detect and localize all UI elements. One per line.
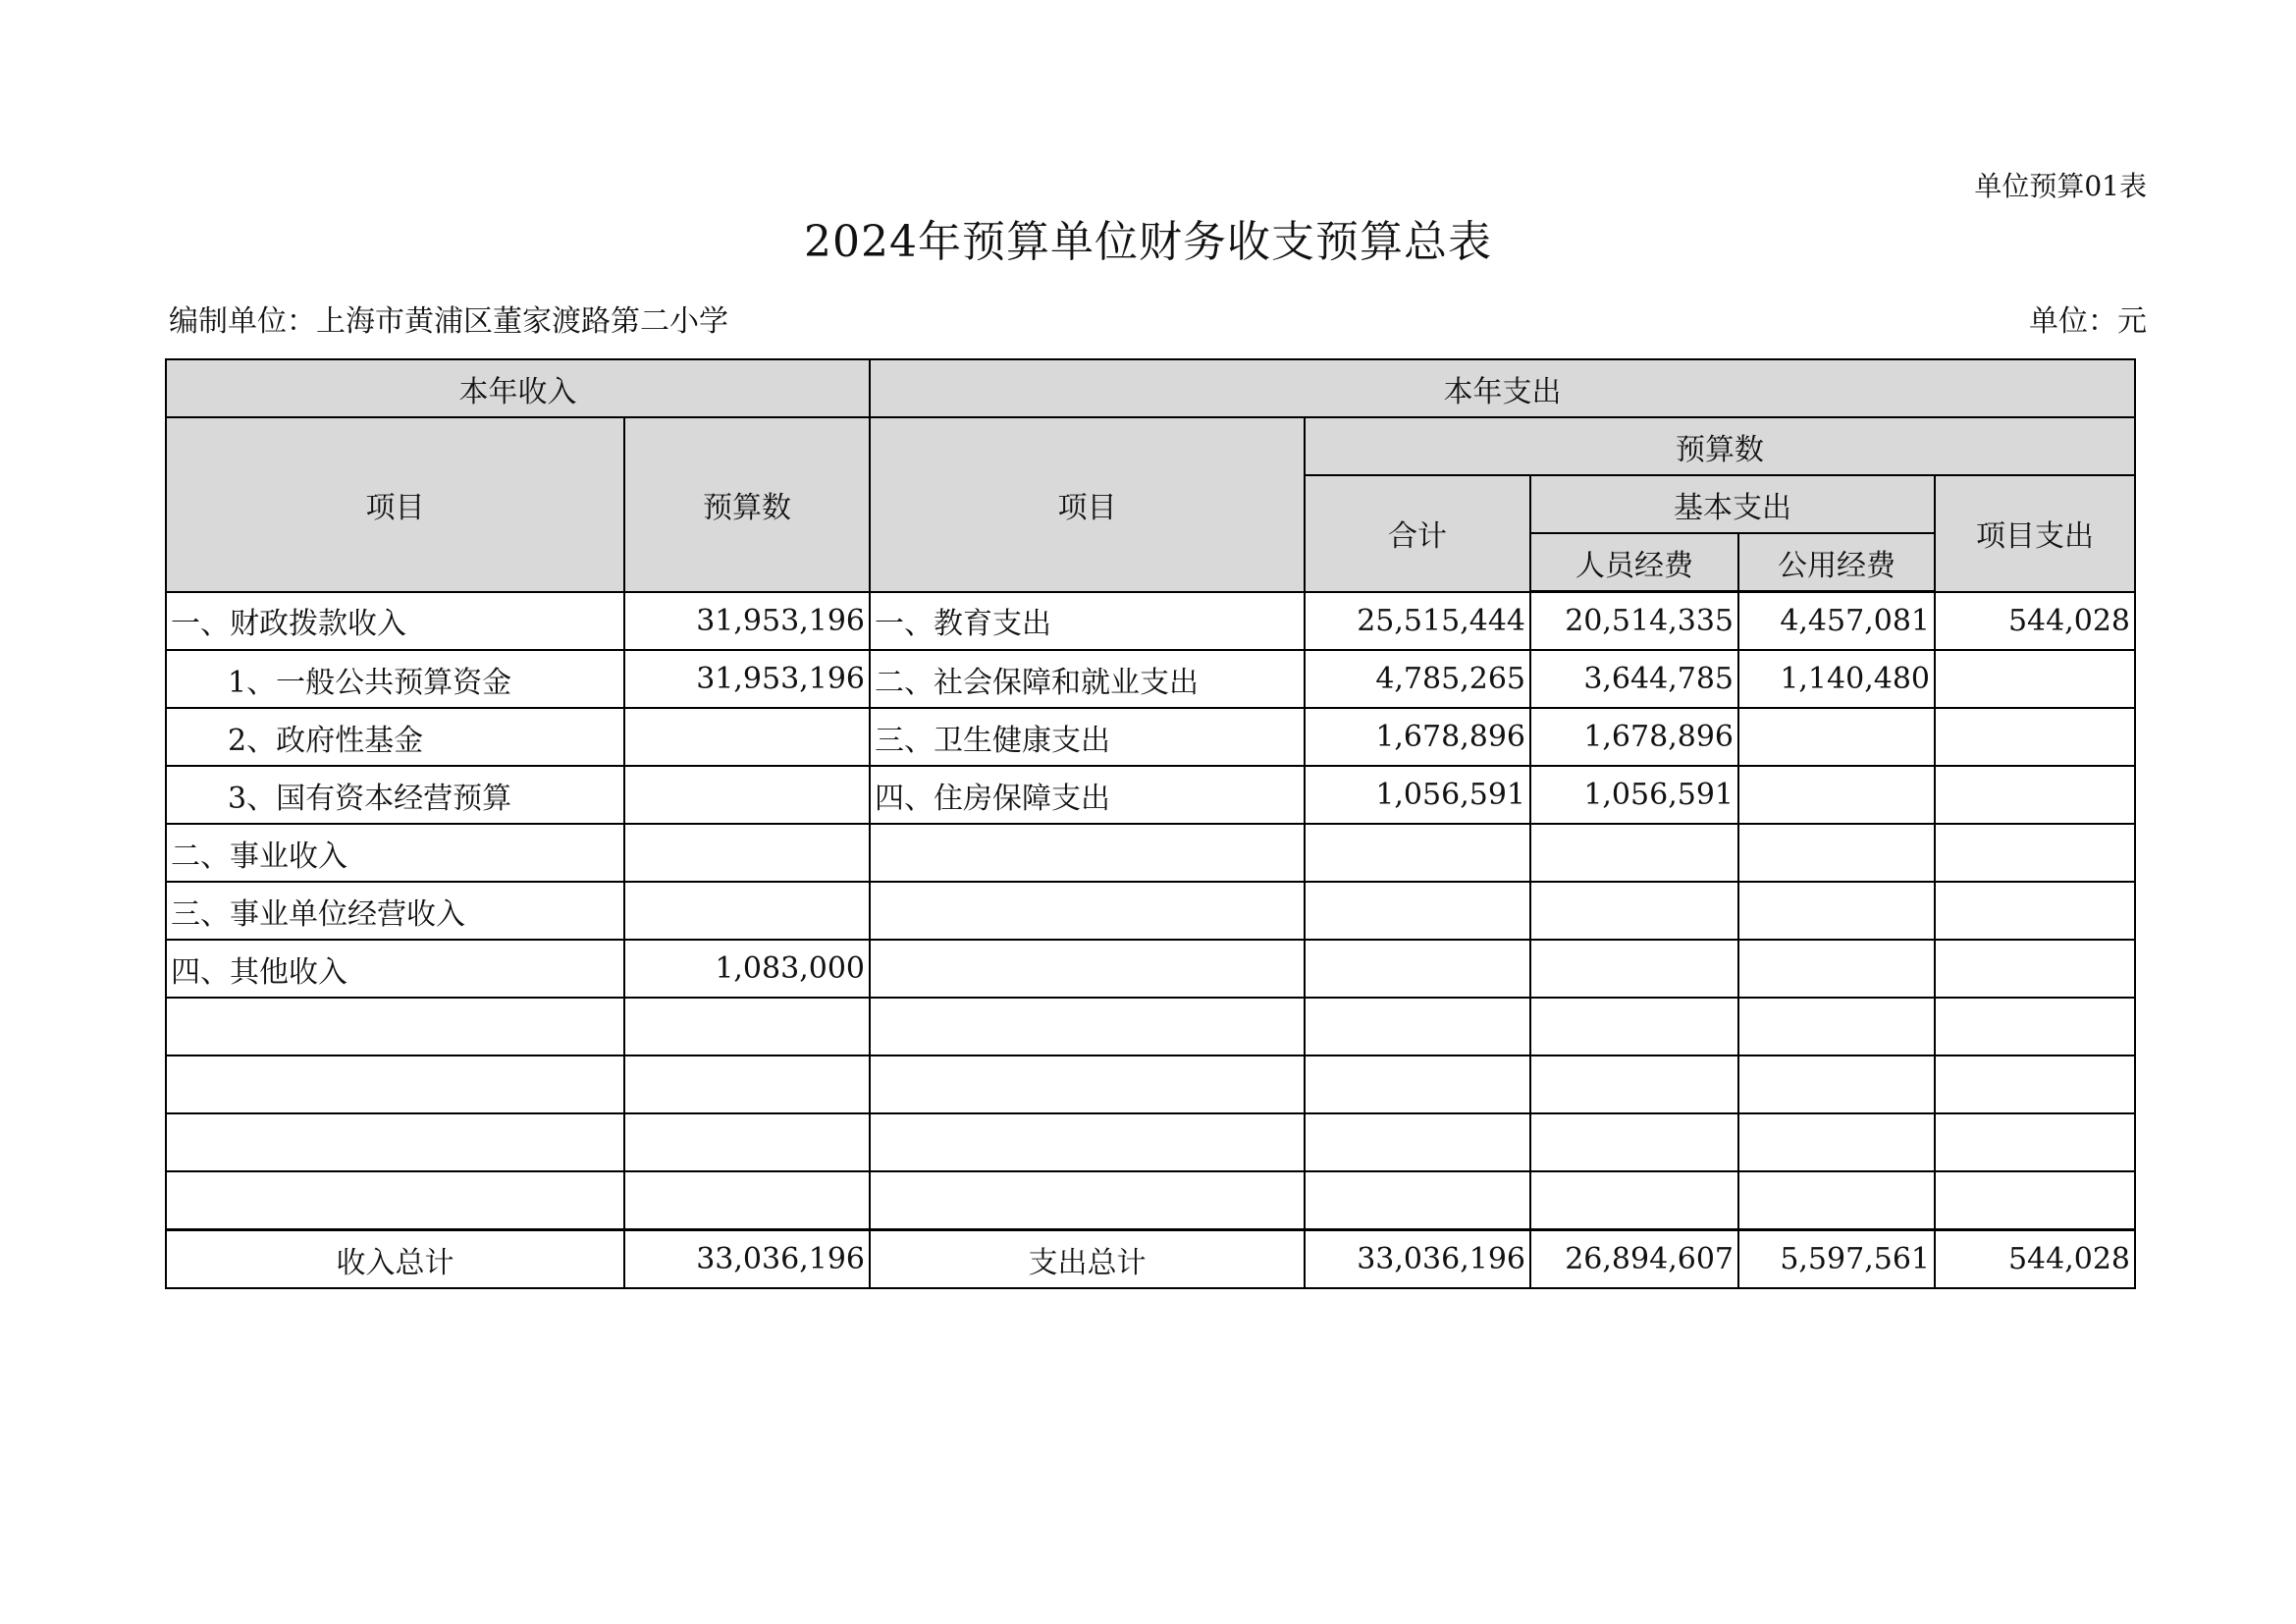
expense-item: 二、社会保障和就业支出 <box>870 650 1305 708</box>
expense-project <box>1935 708 2135 766</box>
expense-item: 三、卫生健康支出 <box>870 708 1305 766</box>
expense-personnel <box>1530 1056 1738 1113</box>
income-amount <box>624 708 870 766</box>
expense-total <box>1305 998 1530 1056</box>
expense-personnel <box>1530 1171 1738 1230</box>
income-item: 四、其他收入 <box>166 940 624 998</box>
expense-project <box>1935 824 2135 882</box>
expense-project <box>1935 1171 2135 1230</box>
expense-item <box>870 1171 1305 1230</box>
expense-item <box>870 1113 1305 1171</box>
income-item <box>166 998 624 1056</box>
income-amount <box>624 824 870 882</box>
expense-budget-header: 预算数 <box>1305 417 2135 475</box>
expense-project <box>1935 1056 2135 1113</box>
expense-total: 4,785,265 <box>1305 650 1530 708</box>
preparing-unit: 编制单位：上海市黄浦区董家渡路第二小学 <box>169 304 728 339</box>
expense-public <box>1738 1113 1935 1171</box>
table-row <box>166 1056 2135 1113</box>
table-row <box>166 998 2135 1056</box>
expense-public <box>1738 998 1935 1056</box>
table-row <box>166 940 2135 998</box>
expense-project: 544,028 <box>1935 592 2135 651</box>
expense-personnel-total: 26,894,607 <box>1530 1230 1738 1289</box>
expense-personnel: 20,514,335 <box>1530 592 1738 651</box>
expense-project <box>1935 998 2135 1056</box>
income-item: 1、一般公共预算资金 <box>166 650 624 708</box>
table-row <box>166 708 2135 766</box>
expense-total <box>1305 1113 1530 1171</box>
expense-project <box>1935 1113 2135 1171</box>
table-row <box>166 592 2135 651</box>
income-amount <box>624 766 870 824</box>
expense-personnel: 3,644,785 <box>1530 650 1738 708</box>
expense-public <box>1738 766 1935 824</box>
expense-project <box>1935 766 2135 824</box>
expense-item <box>870 882 1305 940</box>
income-item: 一、财政拨款收入 <box>166 592 624 651</box>
expense-total <box>1305 1056 1530 1113</box>
expense-item <box>870 940 1305 998</box>
expense-personnel <box>1530 824 1738 882</box>
expense-public <box>1738 940 1935 998</box>
expense-personnel <box>1530 940 1738 998</box>
expense-public-total: 5,597,561 <box>1738 1230 1935 1289</box>
expense-personnel <box>1530 1113 1738 1171</box>
currency-unit: 单位：元 <box>2029 304 2147 339</box>
expense-total <box>1305 824 1530 882</box>
expense-project <box>1935 882 2135 940</box>
form-number: 单位预算01表 <box>1974 170 2147 202</box>
budget-table <box>165 358 2136 1289</box>
income-amount <box>624 1171 870 1230</box>
income-item: 2、政府性基金 <box>166 708 624 766</box>
income-item: 三、事业单位经营收入 <box>166 882 624 940</box>
table-row <box>166 1171 2135 1230</box>
expense-project <box>1935 650 2135 708</box>
expense-public <box>1738 1056 1935 1113</box>
table-row <box>166 766 2135 824</box>
income-item-header: 项目 <box>166 417 624 592</box>
total-header: 合计 <box>1305 475 1530 592</box>
expense-public: 1,140,480 <box>1738 650 1935 708</box>
income-total-amount: 33,036,196 <box>624 1230 870 1289</box>
table-row <box>166 824 2135 882</box>
income-budget-header: 预算数 <box>624 417 870 592</box>
expense-total <box>1305 1171 1530 1230</box>
project-expense-header: 项目支出 <box>1935 475 2135 592</box>
expense-project-total: 544,028 <box>1935 1230 2135 1289</box>
income-amount: 31,953,196 <box>624 650 870 708</box>
expense-personnel <box>1530 882 1738 940</box>
expense-public <box>1738 824 1935 882</box>
table-row <box>166 882 2135 940</box>
personnel-header: 人员经费 <box>1530 533 1738 592</box>
expense-public: 4,457,081 <box>1738 592 1935 651</box>
expense-public <box>1738 1171 1935 1230</box>
income-amount: 1,083,000 <box>624 940 870 998</box>
table-row <box>166 650 2135 708</box>
income-item <box>166 1171 624 1230</box>
page-title: 2024年预算单位财务收支预算总表 <box>804 217 1492 267</box>
income-total-label: 收入总计 <box>166 1230 624 1289</box>
expense-total <box>1305 940 1530 998</box>
table-body <box>166 592 2135 1289</box>
expense-public <box>1738 882 1935 940</box>
public-header: 公用经费 <box>1738 533 1935 592</box>
expense-total: 1,678,896 <box>1305 708 1530 766</box>
income-amount <box>624 998 870 1056</box>
expense-total: 25,515,444 <box>1305 592 1530 651</box>
income-item <box>166 1113 624 1171</box>
income-amount <box>624 1113 870 1171</box>
income-item: 二、事业收入 <box>166 824 624 882</box>
expense-total-label: 支出总计 <box>870 1230 1305 1289</box>
income-amount <box>624 1056 870 1113</box>
expense-total: 1,056,591 <box>1305 766 1530 824</box>
income-item: 3、国有资本经营预算 <box>166 766 624 824</box>
expense-item: 四、住房保障支出 <box>870 766 1305 824</box>
expense-total <box>1305 882 1530 940</box>
expense-grand-total: 33,036,196 <box>1305 1230 1530 1289</box>
expense-personnel: 1,678,896 <box>1530 708 1738 766</box>
expense-item <box>870 1056 1305 1113</box>
expense-public <box>1738 708 1935 766</box>
table-header <box>166 359 2135 592</box>
income-amount: 31,953,196 <box>624 592 870 651</box>
expense-personnel <box>1530 998 1738 1056</box>
expense-project <box>1935 940 2135 998</box>
expense-item-header: 项目 <box>870 417 1305 592</box>
expense-item <box>870 998 1305 1056</box>
income-section-header: 本年收入 <box>166 359 870 417</box>
table-row <box>166 1113 2135 1171</box>
expense-personnel: 1,056,591 <box>1530 766 1738 824</box>
expense-item: 一、教育支出 <box>870 592 1305 651</box>
income-item <box>166 1056 624 1113</box>
basic-expense-header: 基本支出 <box>1530 475 1935 533</box>
expense-section-header: 本年支出 <box>870 359 2135 417</box>
totals-row <box>166 1230 2135 1289</box>
expense-item <box>870 824 1305 882</box>
income-amount <box>624 882 870 940</box>
